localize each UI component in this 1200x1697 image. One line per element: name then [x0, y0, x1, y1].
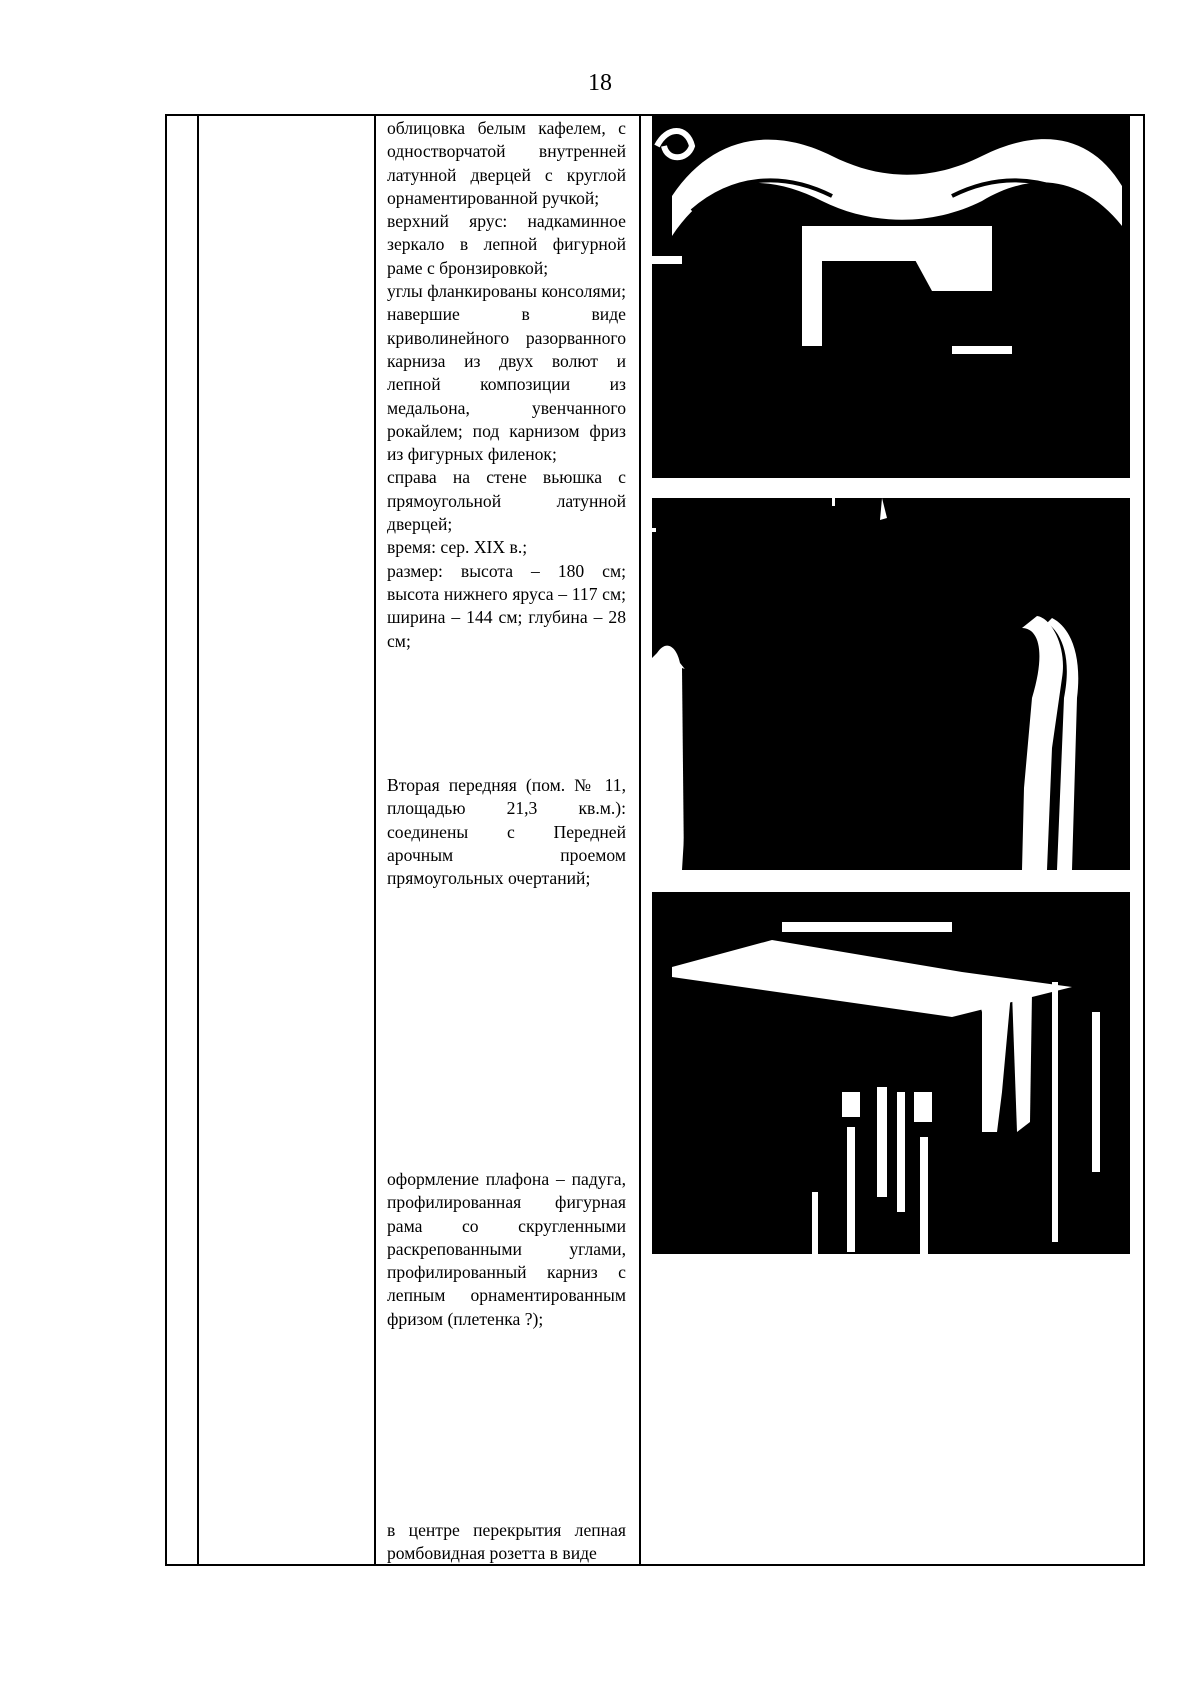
plafond-description — [387, 1168, 626, 1331]
ceiling-cornice-photo — [652, 892, 1130, 1254]
paragraph: размер: высота – 180 см; высота нижнего яруса – 117 см; ширина – 144 см; глубина – 28 см; — [387, 560, 626, 651]
column-divider — [374, 116, 376, 1564]
room-description — [387, 774, 626, 890]
paragraph: Вторая передняя (пом. № 11, площадью 21,3 кв.м.): соединены с Передней арочным проемом прямоугольных очертаний; — [387, 775, 626, 889]
paragraph: углы фланкированы консолями; навершие в виде криволинейного разорванного карниза из двух волют и лепной композиции из медальона, увенчанного рокайлем; под карнизом фриз из фигурных филенок; — [387, 281, 626, 465]
column-divider — [639, 116, 641, 1564]
column-divider — [197, 116, 199, 1564]
page-number: 18 — [588, 70, 612, 96]
paragraph: оформление плафона – падуга, профилированная фигурная рама со скругленными раскрепованными углами, профилированный карниз с лепным орнаментированным фризом (плетенка ?); — [387, 1169, 626, 1329]
ceiling-cornice-photo-icon — [652, 892, 1130, 1254]
inventory-table — [165, 114, 1145, 1566]
fireplace-description — [387, 117, 626, 653]
fireplace-mirror-photo — [652, 116, 1130, 478]
paragraph: верхний ярус: надкаминное зеркало в лепной фигурной раме с бронзировкой; — [387, 211, 626, 278]
arched-doorway-photo — [652, 498, 1130, 870]
paragraph: облицовка белым кафелем, с одностворчатой внутренней латунной дверцей с круглой орнаментированной ручкой; — [387, 118, 626, 208]
paragraph: справа на стене вьюшка с прямоугольной латунной дверцей; — [387, 467, 626, 535]
paragraph: в центре перекрытия лепная ромбовидная розетта в виде — [387, 1520, 626, 1564]
description-column — [387, 116, 626, 1564]
ceiling-description — [387, 1519, 626, 1566]
fireplace-mirror-photo-icon — [652, 116, 1130, 478]
paragraph: время: сер. XIX в.; — [387, 537, 528, 558]
arched-doorway-photo-icon — [652, 498, 1130, 870]
